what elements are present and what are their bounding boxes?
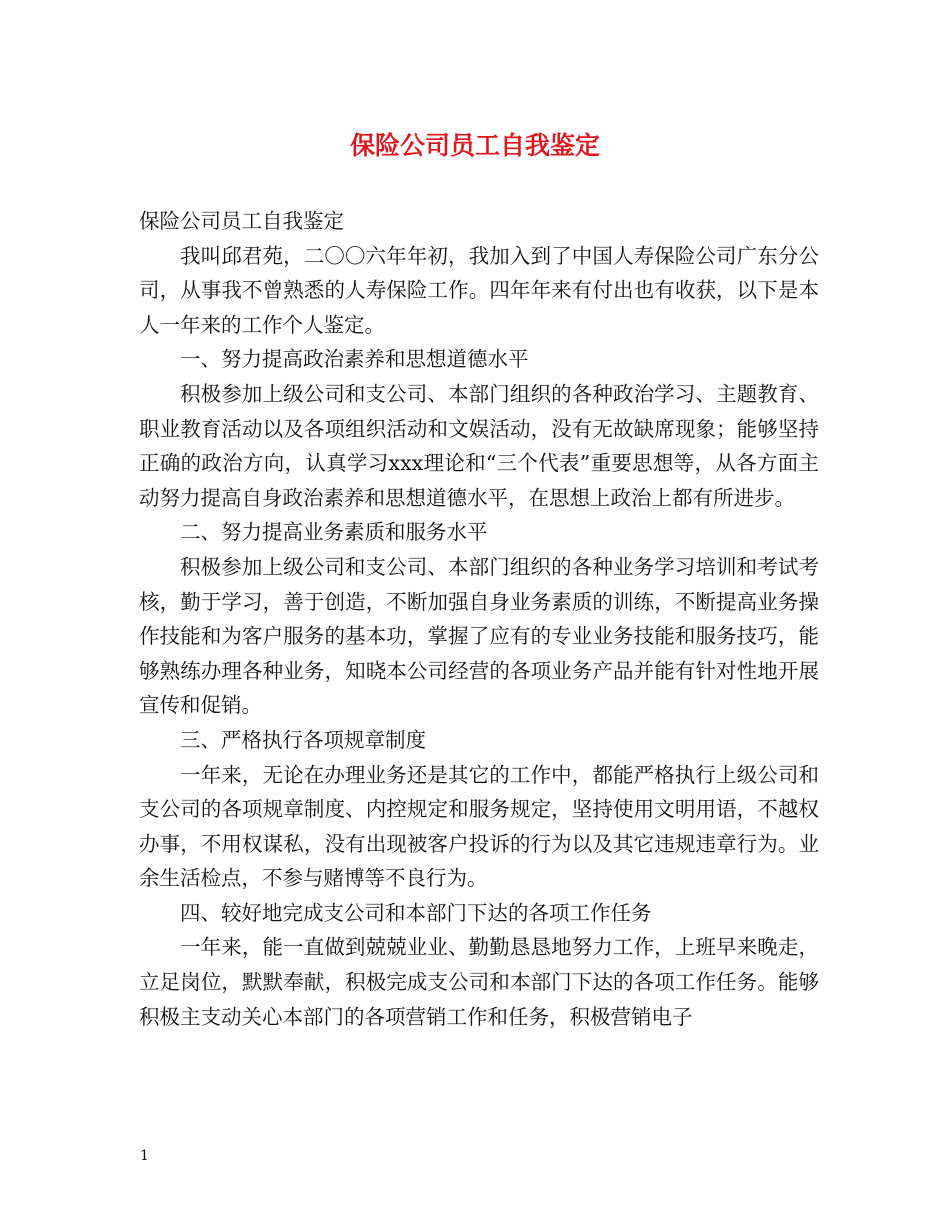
- section-heading-3: 三、严格执行各项规章制度: [180, 727, 426, 752]
- document-subtitle: 保险公司员工自我鉴定: [139, 209, 344, 233]
- paragraph-section-4: 一年来，能一直做到兢兢业业、勤勤恳恳地努力工作，上班早来晚走，立足岗位，默默奉献，积极完成支公司和本部门下达的各项工作任务。能够积极主支动关心本部门的各项营销工作和任务，积极营销电子: [139, 935, 819, 1029]
- paragraph-section-1: 积极参加上级公司和支公司、本部门组织的各种政治学习、主题教育、职业教育活动以及各项组织活动和文娱活动，没有无故缺席现象；能够坚持正确的政治方向，认真学习xxx理论和“三个代表”重要思想等，从各方面主动努力提高自身政治素养和思想道德水平，在思想上政治上都有所进步。: [139, 381, 819, 510]
- section-heading-4: 四、较好地完成支公司和本部门下达的各项工作任务: [180, 900, 652, 925]
- document-body: [139, 204, 819, 1034]
- section-heading-1: 一、努力提高政治素养和思想道德水平: [180, 347, 529, 372]
- paragraph-intro: 我叫邱君苑，二〇〇六年年初，我加入到了中国人寿保险公司广东分公司，从事我不曾熟悉的人寿保险工作。四年年来有付出也有收获，以下是本人一年来的工作个人鉴定。: [139, 243, 819, 337]
- paragraph-section-3: 一年来，无论在办理业务还是其它的工作中，都能严格执行上级公司和支公司的各项规章制度、内控规定和服务规定，坚持使用文明用语，不越权办事，不用权谋私，没有出现被客户投诉的行为以及其它违规违章行为。业余生活检点，不参与赌博等不良行为。: [139, 762, 819, 891]
- paragraph-section-2: 积极参加上级公司和支公司、本部门组织的各种业务学习培训和考试考核，勤于学习，善于创造，不断加强自身业务素质的训练，不断提高业务操作技能和为客户服务的基本功，掌握了应有的专业业务技能和服务技巧，能够熟练办理各种业务，知晓本公司经营的各项业务产品并能有针对性地开展宣传和促销。: [139, 554, 819, 718]
- document-title: 保险公司员工自我鉴定: [349, 131, 600, 160]
- section-heading-2: 二、努力提高业务素质和服务水平: [180, 520, 488, 545]
- page-number: 1: [140, 1148, 149, 1164]
